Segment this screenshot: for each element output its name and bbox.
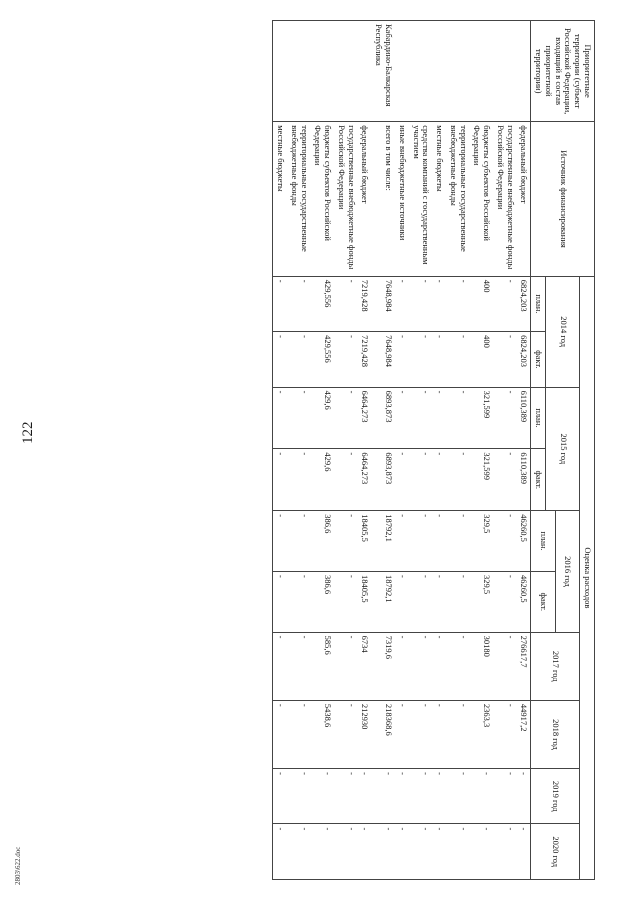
territory-cell	[358, 21, 372, 122]
header-2014-plan: план.	[531, 276, 546, 331]
source-cell: государственные внебюджетные фонды Российской Федерации	[334, 122, 358, 277]
value-cell: 429,556	[311, 276, 335, 331]
value-cell: 329,5	[470, 571, 494, 632]
footer-doc-code: 2803\622.doc	[14, 846, 22, 885]
value-cell: 429,6	[311, 449, 335, 511]
value-cell: -	[334, 387, 358, 449]
header-2016-plan: план.	[531, 511, 555, 572]
header-2014-fact: факт.	[531, 332, 546, 387]
header-source: Источник финансирования	[531, 122, 595, 277]
value-cell: 6734	[358, 632, 372, 700]
value-cell: 2363,3	[470, 700, 494, 768]
value-cell: 46260,5	[517, 511, 531, 572]
value-cell: -	[493, 632, 517, 700]
value-cell: 30180	[470, 632, 494, 700]
value-cell: -	[446, 632, 470, 700]
value-cell: -	[470, 769, 494, 824]
source-cell: федеральный бюджет	[517, 122, 531, 277]
source-cell: территориальные государственные внебюджетные фонды	[446, 122, 470, 277]
value-cell: -	[446, 449, 470, 511]
value-cell: -	[334, 276, 358, 331]
value-cell: -	[432, 387, 446, 449]
value-cell: -	[446, 824, 470, 880]
value-cell: -	[273, 276, 287, 331]
header-2015-fact: факт.	[531, 449, 546, 511]
value-cell: -	[273, 632, 287, 700]
value-cell: -	[371, 824, 395, 880]
value-cell: -	[273, 387, 287, 449]
value-cell: -	[432, 571, 446, 632]
value-cell: -	[409, 769, 433, 824]
value-cell: -	[334, 769, 358, 824]
value-cell: 18792,1	[371, 571, 395, 632]
value-cell: -	[334, 571, 358, 632]
value-cell: -	[273, 700, 287, 768]
value-cell: -	[273, 332, 287, 387]
value-cell: 585,6	[311, 632, 335, 700]
value-cell: 6824,203	[517, 276, 531, 331]
value-cell: -	[395, 511, 409, 572]
header-estimate: Оценка расходов	[580, 276, 595, 879]
value-cell: -	[311, 824, 335, 880]
table-row	[371, 21, 395, 880]
value-cell: 429,556	[311, 332, 335, 387]
value-cell: -	[432, 332, 446, 387]
table-row	[334, 21, 358, 880]
value-cell: -	[446, 700, 470, 768]
territory-cell	[470, 21, 494, 122]
territory-cell	[493, 21, 517, 122]
table-row	[273, 21, 287, 880]
value-cell: -	[409, 571, 433, 632]
value-cell: -	[493, 769, 517, 824]
value-cell: -	[395, 571, 409, 632]
value-cell: -	[432, 511, 446, 572]
value-cell: 6110,389	[517, 449, 531, 511]
value-cell: -	[334, 511, 358, 572]
value-cell: 5438,6	[311, 700, 335, 768]
financing-table	[272, 20, 595, 880]
value-cell: 18405,5	[358, 571, 372, 632]
value-cell: -	[493, 700, 517, 768]
value-cell: 7219,428	[358, 276, 372, 331]
value-cell: 321,599	[470, 387, 494, 449]
value-cell: -	[493, 387, 517, 449]
table-row	[517, 21, 531, 880]
source-cell: местные бюджеты	[273, 122, 287, 277]
territory-cell: Кабардино-Балкарская Республика	[371, 21, 395, 122]
source-cell: федеральный бюджет	[358, 122, 372, 277]
value-cell: 321,599	[470, 449, 494, 511]
value-cell: -	[432, 276, 446, 331]
value-cell: -	[409, 332, 433, 387]
value-cell: -	[395, 332, 409, 387]
table-row	[287, 21, 311, 880]
value-cell: 6893,873	[371, 387, 395, 449]
value-cell: -	[287, 449, 311, 511]
value-cell: -	[287, 571, 311, 632]
value-cell: -	[273, 769, 287, 824]
value-cell: -	[409, 276, 433, 331]
value-cell: 7648,984	[371, 276, 395, 331]
territory-cell	[517, 21, 531, 122]
value-cell: -	[517, 824, 531, 880]
header-year-2018: 2018 год	[531, 700, 580, 768]
value-cell: 329,5	[470, 511, 494, 572]
table-body	[273, 21, 531, 880]
value-cell: -	[446, 276, 470, 331]
value-cell: -	[287, 511, 311, 572]
table-row	[432, 21, 446, 880]
header-year-2019: 2019 год	[531, 769, 580, 824]
value-cell: -	[334, 824, 358, 880]
table-row	[446, 21, 470, 880]
value-cell: -	[432, 449, 446, 511]
value-cell: -	[493, 276, 517, 331]
value-cell: 44917,2	[517, 700, 531, 768]
source-cell: территориальные государственные внебюджетные фонды	[287, 122, 311, 277]
value-cell: -	[395, 387, 409, 449]
value-cell: -	[287, 387, 311, 449]
value-cell: 18792,1	[371, 511, 395, 572]
value-cell: -	[395, 449, 409, 511]
value-cell: -	[395, 700, 409, 768]
value-cell: -	[409, 511, 433, 572]
value-cell: -	[287, 632, 311, 700]
value-cell: 18405,5	[358, 511, 372, 572]
source-cell: всего в том числе:	[371, 122, 395, 277]
territory-cell	[446, 21, 470, 122]
value-cell: -	[395, 276, 409, 331]
header-year-2020: 2020 год	[531, 824, 580, 880]
header-year-2014: 2014 год	[546, 276, 580, 387]
value-cell: -	[493, 824, 517, 880]
value-cell: -	[409, 387, 433, 449]
header-year-2015: 2015 год	[546, 387, 580, 511]
table-row	[493, 21, 517, 880]
value-cell: -	[432, 632, 446, 700]
value-cell: -	[395, 632, 409, 700]
value-cell: 6464,273	[358, 387, 372, 449]
value-cell: -	[371, 769, 395, 824]
value-cell: 6464,273	[358, 449, 372, 511]
value-cell: -	[432, 769, 446, 824]
value-cell: -	[334, 632, 358, 700]
value-cell: 7648,984	[371, 332, 395, 387]
value-cell: -	[358, 824, 372, 880]
value-cell: -	[287, 824, 311, 880]
value-cell: -	[446, 511, 470, 572]
value-cell: -	[273, 571, 287, 632]
value-cell: -	[409, 824, 433, 880]
value-cell: -	[493, 332, 517, 387]
value-cell: 386,6	[311, 511, 335, 572]
value-cell: -	[273, 824, 287, 880]
source-cell: государственные внебюджетные фонды Российской Федерации	[493, 122, 517, 277]
value-cell: 212930	[358, 700, 372, 768]
value-cell: 400	[470, 332, 494, 387]
header-year-2017: 2017 год	[531, 632, 580, 700]
value-cell: -	[493, 571, 517, 632]
value-cell: -	[432, 824, 446, 880]
value-cell: -	[395, 769, 409, 824]
value-cell: 429,6	[311, 387, 335, 449]
territory-cell	[409, 21, 433, 122]
territory-cell	[432, 21, 446, 122]
value-cell: -	[287, 769, 311, 824]
territory-cell	[395, 21, 409, 122]
source-cell: средства компаний с государственным участием	[409, 122, 433, 277]
header-territory: Приоритетные территории (субъект Российской Федерации, входящий в состав приоритетной территории)	[531, 21, 595, 122]
header-year-2016: 2016 год	[555, 511, 579, 632]
value-cell: -	[273, 449, 287, 511]
value-cell: -	[470, 824, 494, 880]
page-number: 122	[20, 421, 36, 444]
value-cell: -	[334, 449, 358, 511]
value-cell: -	[273, 511, 287, 572]
value-cell: -	[334, 700, 358, 768]
value-cell: 276617,7	[517, 632, 531, 700]
territory-cell	[273, 21, 287, 122]
value-cell: -	[446, 571, 470, 632]
value-cell: -	[334, 332, 358, 387]
value-cell: -	[287, 276, 311, 331]
table-row	[409, 21, 433, 880]
value-cell: -	[311, 769, 335, 824]
value-cell: -	[409, 700, 433, 768]
territory-cell	[334, 21, 358, 122]
value-cell: -	[287, 700, 311, 768]
table-row	[358, 21, 372, 880]
value-cell: -	[517, 769, 531, 824]
value-cell: 400	[470, 276, 494, 331]
value-cell: -	[432, 700, 446, 768]
value-cell: -	[287, 332, 311, 387]
value-cell: 6824,203	[517, 332, 531, 387]
value-cell: -	[493, 511, 517, 572]
value-cell: -	[409, 632, 433, 700]
value-cell: 386,6	[311, 571, 335, 632]
value-cell: 6110,389	[517, 387, 531, 449]
table-header	[531, 21, 595, 880]
value-cell: -	[446, 332, 470, 387]
value-cell: 218368,6	[371, 700, 395, 768]
source-cell: иные внебюджетные источники	[395, 122, 409, 277]
header-2015-plan: план.	[531, 387, 546, 449]
value-cell: -	[446, 769, 470, 824]
table-row	[311, 21, 335, 880]
value-cell: -	[446, 387, 470, 449]
value-cell: 46260,5	[517, 571, 531, 632]
source-cell: бюджеты субъектов Российской Федерации	[470, 122, 494, 277]
source-cell: местные бюджеты	[432, 122, 446, 277]
value-cell: -	[395, 824, 409, 880]
value-cell: -	[493, 449, 517, 511]
source-cell: бюджеты субъектов Российской Федерации	[311, 122, 335, 277]
value-cell: 7319,6	[371, 632, 395, 700]
header-2016-fact: факт.	[531, 571, 555, 632]
value-cell: -	[409, 449, 433, 511]
territory-cell	[287, 21, 311, 122]
value-cell: 7219,428	[358, 332, 372, 387]
table-row	[395, 21, 409, 880]
value-cell: -	[358, 769, 372, 824]
table-row	[470, 21, 494, 880]
value-cell: 6893,873	[371, 449, 395, 511]
territory-cell	[311, 21, 335, 122]
